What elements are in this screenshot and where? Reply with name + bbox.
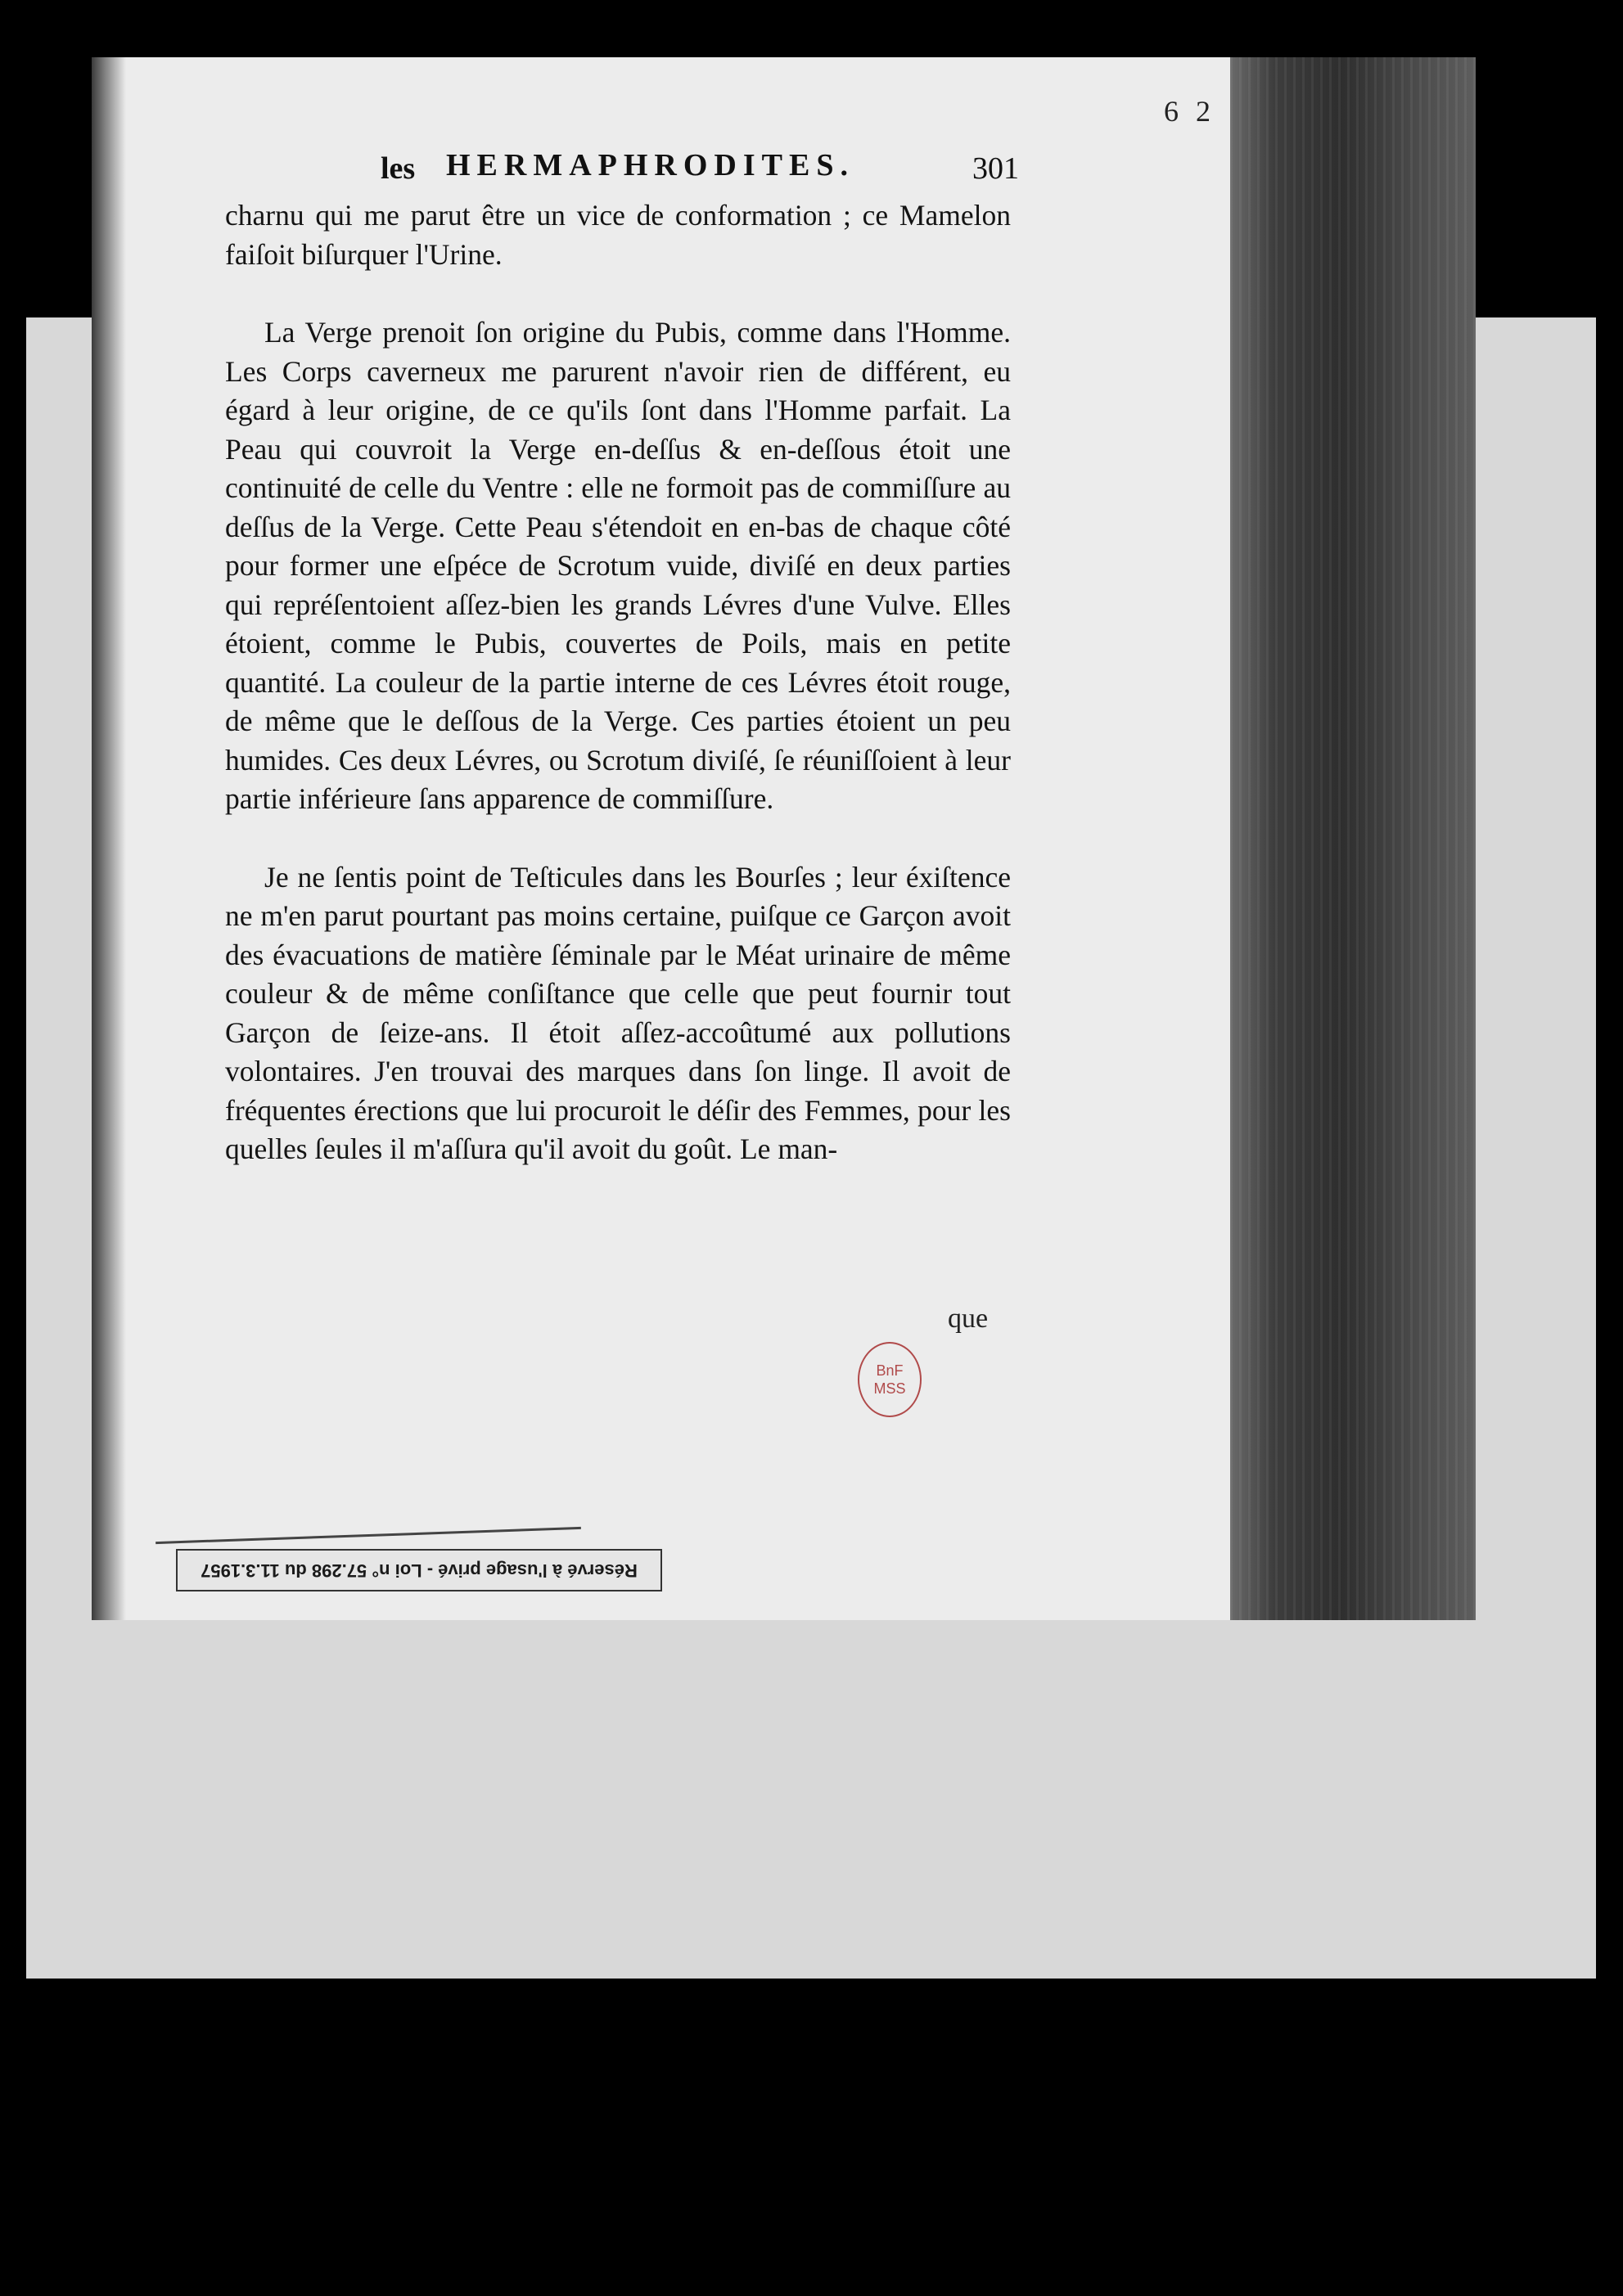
page-gutter-shadow: [92, 57, 126, 1620]
catchword: que: [948, 1303, 989, 1334]
running-head: [381, 147, 1019, 196]
usage-notice: [176, 1549, 662, 1591]
paragraph: La Verge prenoit ſon origine du Pubis, comme dans l'Homme. Les Corps caverneux me parurent n'avoir rien de différent, eu égard à leur origine, de ce qu'ils ſont dans l'Homme parfait. La Peau qui couvroit la Verge en-deſſus & en-deſſous étoit une continuité de celle du Ventre : elle ne formoit pas de commiſſure au deſſus de la Verge. Cette Peau s'étendoit en en-bas de chaque côté pour former une eſpéce de Scrotum vuide, diviſé en deux parties qui repréſentoient aſſez-bien les grands Lévres d'une Vulve. Elles étoient, comme le Pubis, couvertes de Poils, mais en petite quantité. La couleur de la partie interne de ces Lévres étoit rouge, de même que le deſſous de la Verge. Ces parties étoient un peu humides. Ces deux Lévres, ou Scrotum diviſé, ſe réuniſſoient à leur partie inférieure ſans apparence de commiſſure.: [225, 316, 1011, 815]
body-text: [225, 196, 1011, 1169]
running-head-title: HERMAPHRODITES.: [446, 148, 854, 182]
usage-notice-text: Réservé à l'usage privé - Loi n° 57.298 du 11.3.1957: [201, 1560, 638, 1581]
page-number: 301: [972, 151, 1019, 186]
paragraph: Je ne ſentis point de Teſticules dans les Bourſes ; leur éxiſtence ne m'en parut pourtant pas moins certaine, puiſque ce Garçon avoit des évacuations de matière ſéminale par le Méat urinaire de même couleur & de même conſiſtance que celle que peut fournir tout Garçon de ſeize-ans. Il étoit aſſez-accoûtumé aux pollutions volontaires. J'en trouvai des marques dans ſon linge. Il avoit de fréquentes érections que lui procuroit le déſir des Femmes, pour les quelles ſeules il m'aſſura qu'il avoit du goût. Le man-: [225, 860, 1011, 1165]
stamp-line: MSS: [873, 1380, 906, 1397]
running-head-prefix: les: [381, 151, 416, 186]
paragraph: charnu qui me parut être un vice de conformation ; ce Mamelon faiſoit biſurquer l'Urine.: [225, 199, 1011, 271]
folio-number: 6 2: [1164, 95, 1215, 128]
library-stamp: [858, 1342, 922, 1417]
stamp-line: BnF: [876, 1362, 904, 1379]
binding-edge: [1230, 57, 1476, 1620]
